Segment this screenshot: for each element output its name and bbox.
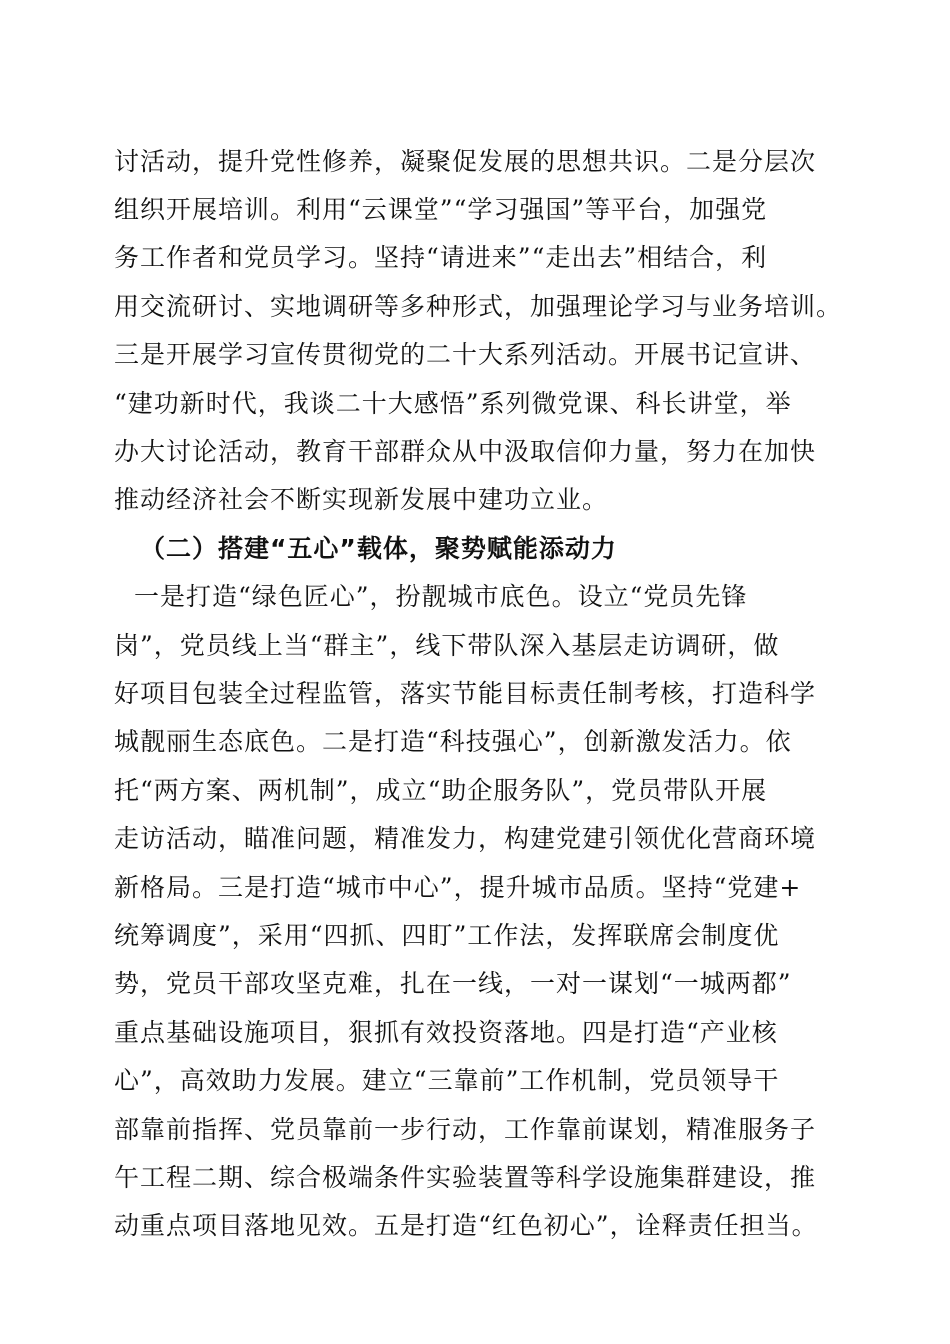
text-line: 托“两方案、两机制”，成立“助企服务队”，党员带队开展 [114,776,768,805]
text-line: 用交流研讨、实地调研等多种形式，加强理论学习与业务培训。 [114,292,843,321]
text-line: 重点基础设施项目，狠抓有效投资落地。四是打造“产业核 [114,1018,778,1047]
text-line: 动重点项目落地见效。五是打造“红色初心”，诠释责任担当。 [114,1211,818,1240]
text-line: 三是开展学习宣传贯彻党的二十大系列活动。开展书记宣讲、 [114,340,817,369]
text-line: 势，党员干部攻坚克难，扎在一线，一对一谋划“一城两都” [114,969,792,998]
text-line: “建功新时代，我谈二十大感悟”系列微党课、科长讲堂，举 [114,389,792,418]
text-line: 心”，高效助力发展。建立“三靠前”工作机制，党员领导干 [114,1066,780,1095]
section-heading: （二）搭建“五心”载体，聚势赋能添动力 [140,534,617,563]
text-line: 午工程二期、综合极端条件实验装置等科学设施集群建设，推 [114,1163,817,1192]
text-line: 组织开展培训。利用“云课堂”“学习强国”等平台，加强党 [114,195,768,224]
text-line: 岗”，党员线上当“群主”，线下带队深入基层走访调研，做 [114,631,780,660]
text-line: 城靓丽生态底色。二是打造“科技强心”，创新激发活力。依 [114,727,792,756]
text-line: 走访活动，瞄准问题，精准发力，构建党建引领优化营商环境 [114,824,817,853]
text-line: 讨活动，提升党性修养，凝聚促发展的思想共识。二是分层次 [114,147,817,176]
text-line: 一是打造“绿色匠心”，扮靓城市底色。设立“党员先锋 [134,582,748,611]
text-line: 部靠前指挥、党员靠前一步行动，工作靠前谋划，精准服务子 [114,1115,817,1144]
text-line: 推动经济社会不断实现新发展中建功立业。 [114,485,609,514]
text-line: 新格局。三是打造“城市中心”，提升城市品质。坚持“党建+ [114,873,802,902]
text-line: 务工作者和党员学习。坚持“请进来”“走出去”相结合，利 [114,243,768,272]
text-line: 统筹调度”，采用“四抓、四盯”工作法，发挥联席会制度优 [114,921,780,950]
text-line: 好项目包装全过程监管，落实节能目标责任制考核，打造科学 [114,679,817,708]
text-line: 办大讨论活动，教育干部群众从中汲取信仰力量，努力在加快 [114,437,817,466]
